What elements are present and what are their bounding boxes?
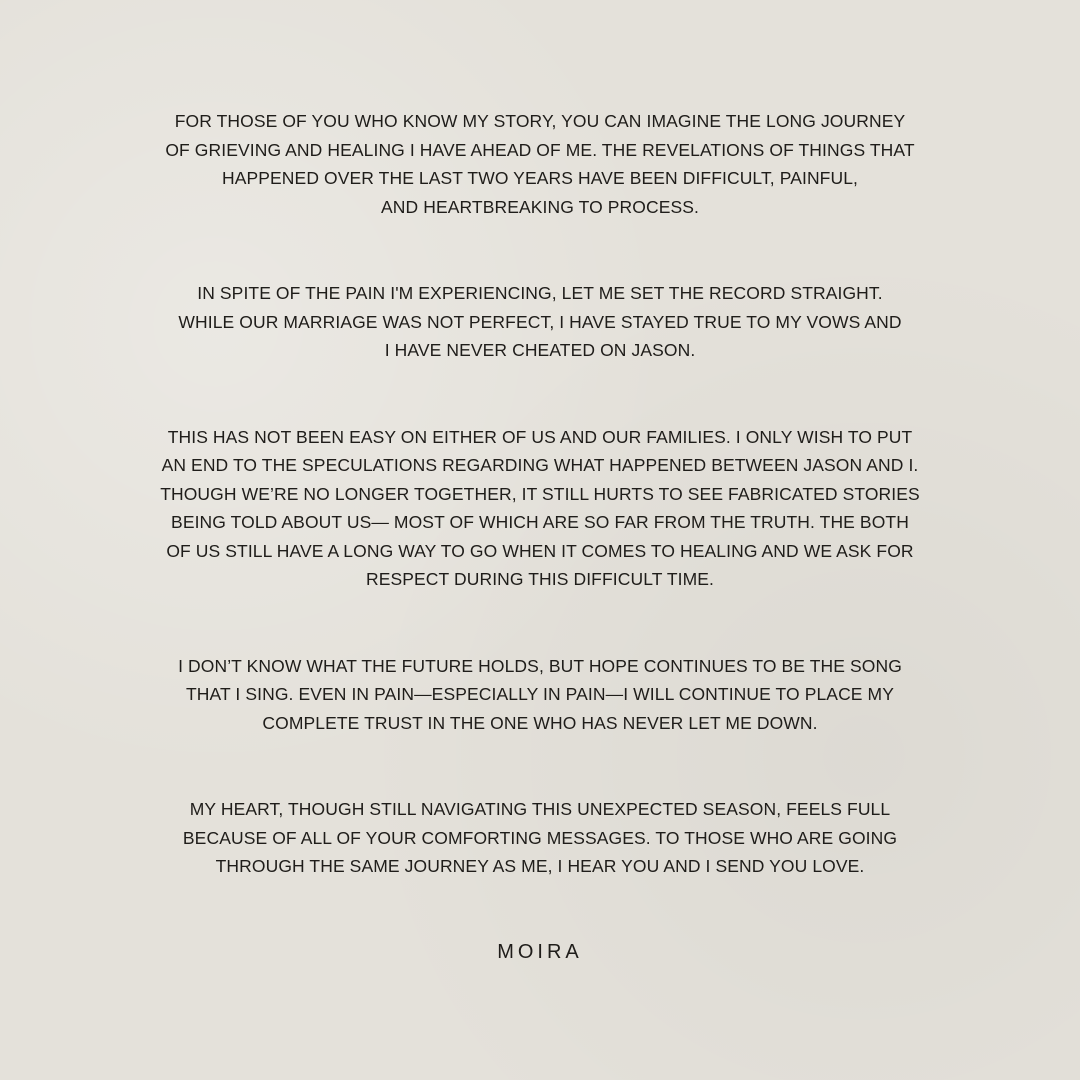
paragraph-line: THAT I SING. EVEN IN PAIN—ESPECIALLY IN PAIN—I WILL CONTINUE TO PLACE MY [185, 684, 894, 704]
paragraph-line: BECAUSE OF ALL OF YOUR COMFORTING MESSAGES. TO THOSE WHO ARE GOING [182, 827, 898, 848]
signature: MOIRA [497, 941, 583, 963]
paragraph-line: HAPPENED OVER THE LAST TWO YEARS HAVE BEEN DIFFICULT, PAINFUL, [221, 168, 859, 188]
paragraph-line: I DON’T KNOW WHAT THE FUTURE HOLDS, BUT HOPE CONTINUES TO BE THE SONG [178, 655, 902, 676]
paragraph-line: BEING TOLD ABOUT US— MOST OF WHICH ARE SO FAR FROM THE TRUTH. THE BOTH [171, 512, 909, 532]
paragraph-line: WHILE OUR MARRIAGE WAS NOT PERFECT, I HAVE STAYED TRUE TO MY VOWS AND [178, 311, 902, 332]
paragraph-line: IN SPITE OF THE PAIN I'M EXPERIENCING, LET ME SET THE RECORD STRAIGHT. [197, 283, 883, 303]
paragraph-line: AN END TO THE SPECULATIONS REGARDING WHAT HAPPENED BETWEEN JASON AND I. [161, 455, 919, 475]
paragraph-line: I HAVE NEVER CHEATED ON JASON. [384, 340, 696, 360]
paragraph-line: RESPECT DURING THIS DIFFICULT TIME. [365, 569, 715, 589]
paragraph-line: THROUGH THE SAME JOURNEY AS ME, I HEAR YOU AND I SEND YOU LOVE. [215, 856, 865, 876]
paragraph-5 [0, 795, 1080, 881]
paragraph-line: COMPLETE TRUST IN THE ONE WHO HAS NEVER LET ME DOWN. [262, 712, 818, 733]
statement-body [0, 107, 1080, 939]
paragraph-line: FOR THOSE OF YOU WHO KNOW MY STORY, YOU CAN IMAGINE THE LONG JOURNEY [174, 111, 906, 131]
paragraph-4 [0, 652, 1080, 738]
paragraph-line: THIS HAS NOT BEEN EASY ON EITHER OF US AND OUR FAMILIES. I ONLY WISH TO PUT [167, 426, 913, 447]
paragraph-line: OF US STILL HAVE A LONG WAY TO GO WHEN IT COMES TO HEALING AND WE ASK FOR [166, 540, 914, 561]
paragraph-1 [0, 107, 1080, 221]
paragraph-3 [0, 423, 1080, 594]
paragraph-line: MY HEART, THOUGH STILL NAVIGATING THIS UNEXPECTED SEASON, FEELS FULL [189, 799, 891, 819]
paragraph-line: OF GRIEVING AND HEALING I HAVE AHEAD OF ME. THE REVELATIONS OF THINGS THAT [165, 139, 915, 160]
paragraph-line: AND HEARTBREAKING TO PROCESS. [381, 196, 699, 217]
paragraph-2 [0, 279, 1080, 365]
paragraph-line: THOUGH WE’RE NO LONGER TOGETHER, IT STILL HURTS TO SEE FABRICATED STORIES [160, 483, 920, 504]
